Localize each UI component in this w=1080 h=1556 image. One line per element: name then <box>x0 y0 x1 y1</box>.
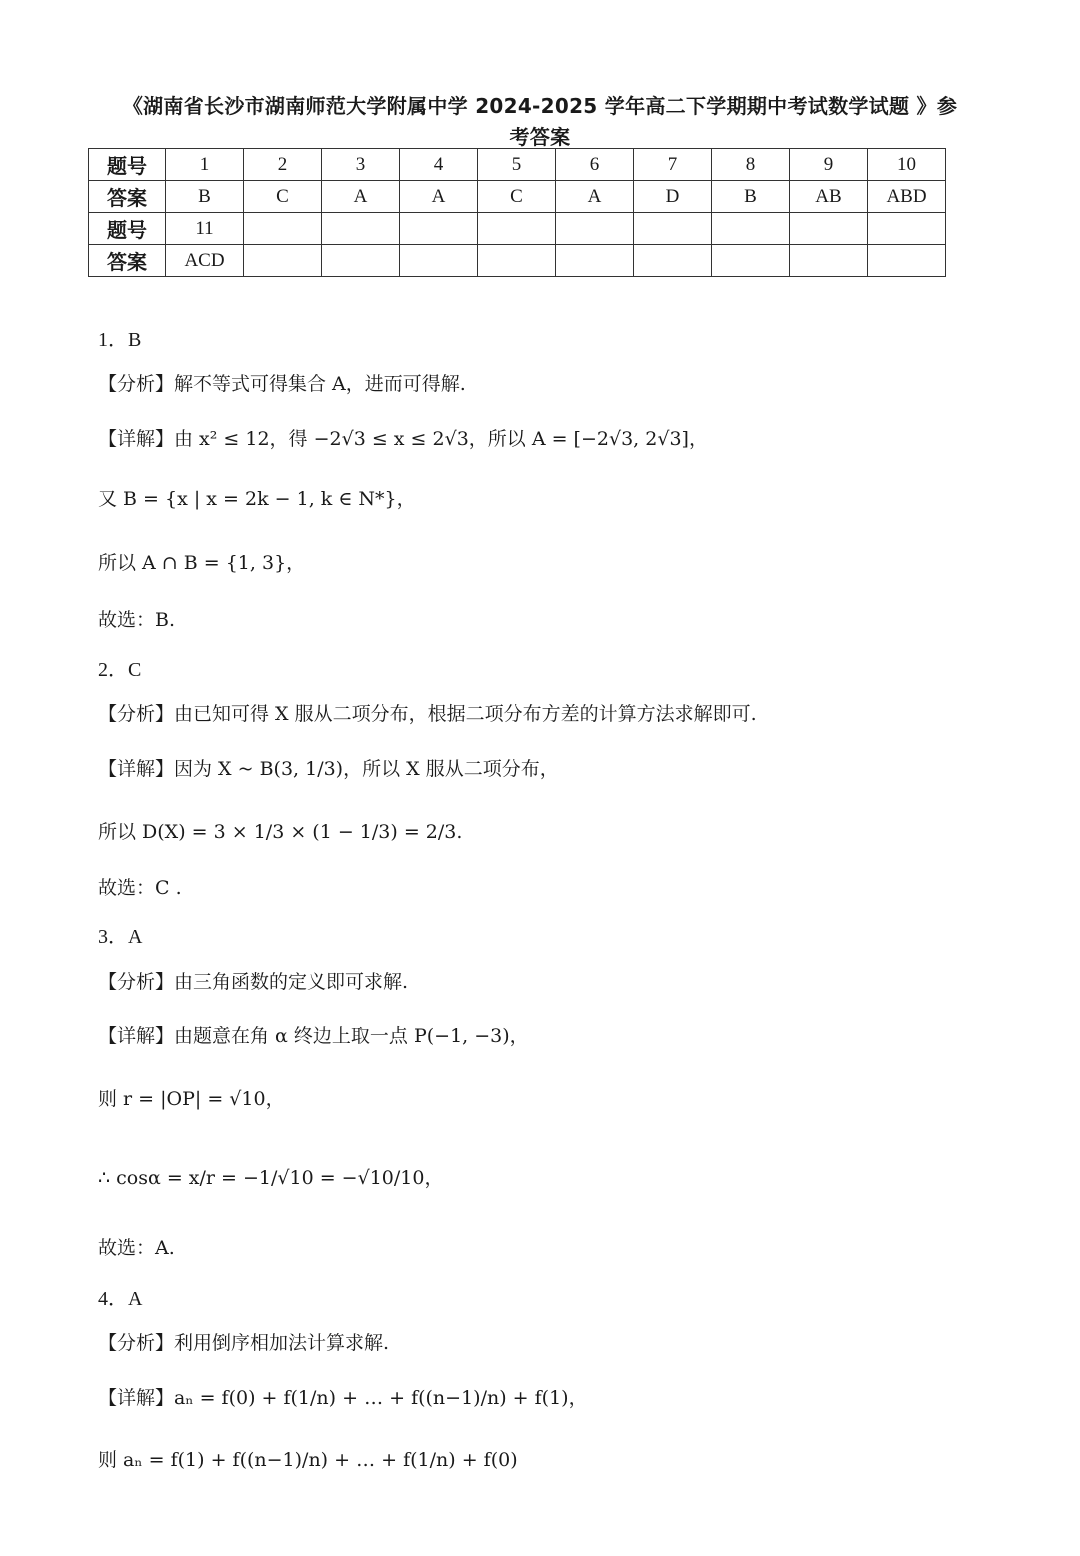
table-cell: A <box>556 181 634 213</box>
q2-heading: 2．C <box>98 659 142 681</box>
table-cell <box>634 213 712 245</box>
table-cell: A <box>322 181 400 213</box>
table-cell: 4 <box>400 149 478 181</box>
table-cell: ACD <box>166 245 244 277</box>
table-cell <box>244 245 322 277</box>
table-cell <box>790 213 868 245</box>
table-cell: C <box>478 181 556 213</box>
table-cell <box>556 245 634 277</box>
table-cell <box>790 245 868 277</box>
table-cell: 5 <box>478 149 556 181</box>
table-cell: A <box>400 181 478 213</box>
row-header: 答案 <box>89 245 166 277</box>
answer-table <box>88 148 946 277</box>
table-row <box>89 245 946 277</box>
table-cell: B <box>712 181 790 213</box>
table-cell <box>322 213 400 245</box>
table-row <box>89 181 946 213</box>
table-cell <box>400 245 478 277</box>
table-row <box>89 213 946 245</box>
q3-analysis: 【分析】由三角函数的定义即可求解. <box>98 971 409 993</box>
q1-line2: 又 B = {x | x = 2k − 1, k ∈ N*}， <box>98 488 416 510</box>
q1-line3: 所以 A ∩ B = {1, 3}， <box>98 552 306 574</box>
q3-detail: 【详解】由题意在角 α 终边上取一点 P(−1, −3)， <box>98 1025 529 1047</box>
table-cell: 9 <box>790 149 868 181</box>
table-cell <box>712 245 790 277</box>
table-cell: ABD <box>868 181 946 213</box>
table-cell <box>322 245 400 277</box>
row-header: 题号 <box>89 213 166 245</box>
q4-heading: 4．A <box>98 1288 143 1310</box>
table-cell: 10 <box>868 149 946 181</box>
table-cell: 3 <box>322 149 400 181</box>
table-cell: 7 <box>634 149 712 181</box>
q4-detail: 【详解】aₙ = f(0) + f(1/n) + … + f((n−1)/n) + f(1)， <box>98 1387 588 1409</box>
q4-line2: 则 aₙ = f(1) + f((n−1)/n) + … + f(1/n) + f(0) <box>98 1449 518 1471</box>
q1-heading: 1．B <box>98 329 142 351</box>
table-cell <box>244 213 322 245</box>
q2-analysis: 【分析】由已知可得 X 服从二项分布，根据二项分布方差的计算方法求解即可. <box>98 703 757 725</box>
table-cell: 8 <box>712 149 790 181</box>
table-cell <box>634 245 712 277</box>
table-cell <box>556 213 634 245</box>
table-cell: D <box>634 181 712 213</box>
table-cell <box>478 213 556 245</box>
q1-detail: 【详解】由 x² ≤ 12，得 −2√3 ≤ x ≤ 2√3，所以 A = [−2√3, 2√3]， <box>98 428 708 450</box>
table-cell: AB <box>790 181 868 213</box>
table-cell <box>478 245 556 277</box>
q3-line2: 则 r = |OP| = √10， <box>98 1088 285 1110</box>
table-cell: B <box>166 181 244 213</box>
q3-heading: 3．A <box>98 926 143 948</box>
table-row <box>89 149 946 181</box>
q3-line3: ∴ cosα = x/r = −1/√10 = −√10/10， <box>98 1167 444 1189</box>
table-cell: 6 <box>556 149 634 181</box>
doc-title-line2: 考答案 <box>509 125 571 149</box>
table-cell: C <box>244 181 322 213</box>
q3-conclusion: 故选：A. <box>98 1237 175 1259</box>
q1-analysis: 【分析】解不等式可得集合 A，进而可得解. <box>98 373 466 395</box>
row-header: 题号 <box>89 149 166 181</box>
table-cell: 11 <box>166 213 244 245</box>
table-cell: 1 <box>166 149 244 181</box>
table-cell <box>400 213 478 245</box>
q1-conclusion: 故选：B. <box>98 609 176 631</box>
table-cell: 2 <box>244 149 322 181</box>
q2-detail: 【详解】因为 X ~ B(3, 1/3)，所以 X 服从二项分布， <box>98 758 559 780</box>
q2-conclusion: 故选：C . <box>98 877 182 899</box>
table-cell <box>868 213 946 245</box>
row-header: 答案 <box>89 181 166 213</box>
doc-title-line1: 《湖南省长沙市湖南师范大学附属中学 2024-2025 学年高二下学期期中考试数学试题 》参 <box>122 94 958 118</box>
table-cell <box>712 213 790 245</box>
table-cell <box>868 245 946 277</box>
q2-line2: 所以 D(X) = 3 × 1/3 × (1 − 1/3) = 2/3. <box>98 821 463 843</box>
q4-analysis: 【分析】利用倒序相加法计算求解. <box>98 1332 390 1354</box>
